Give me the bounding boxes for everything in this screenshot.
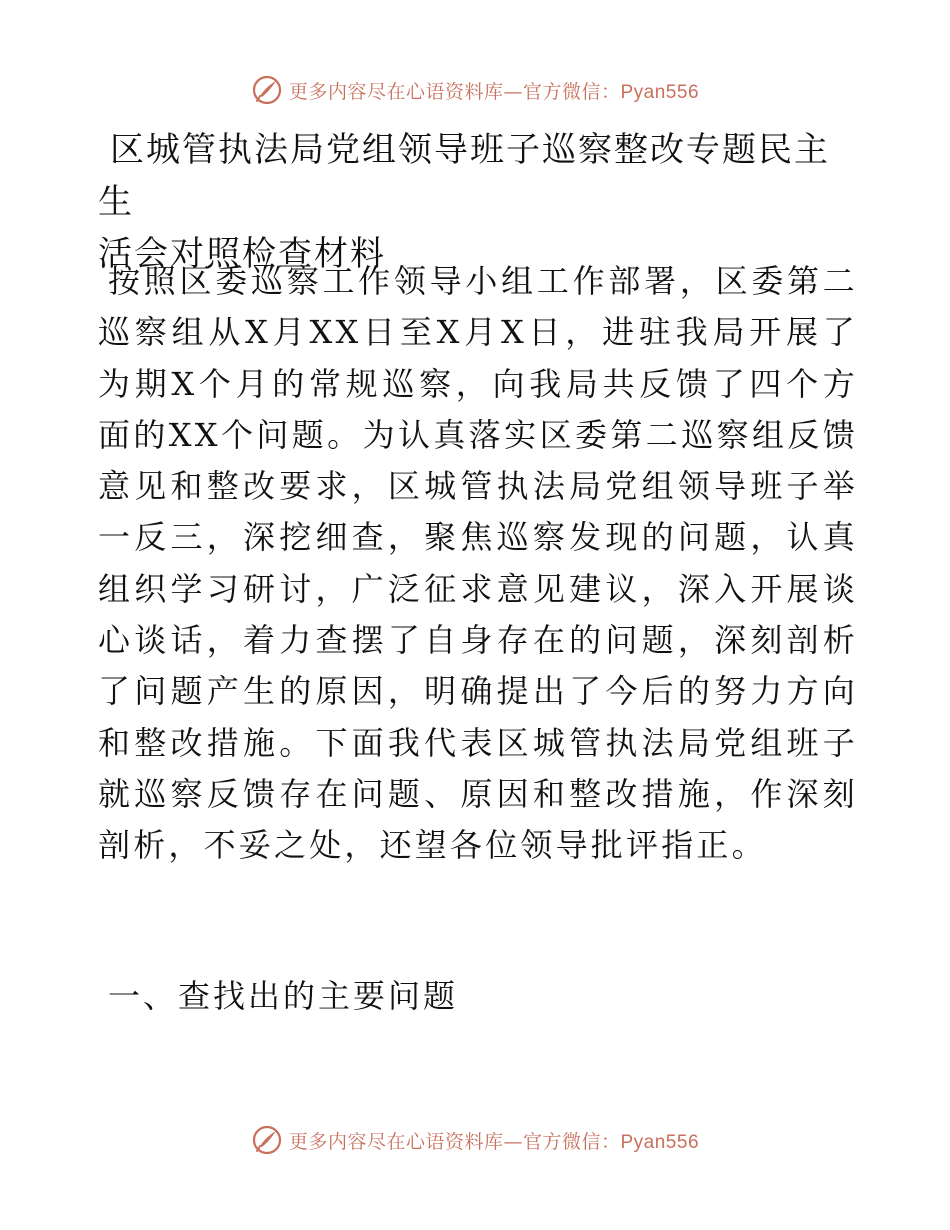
body-paragraph-text: 按照区委巡察工作领导小组工作部署，区委第二巡察组从X月XX日至X月X日，进驻我局开展了为期X个月的常规巡察，向我局共反馈了四个方面的XX个问题。为认真落实区委第二巡察组反馈意见和整改要求，区城管执法局党组领导班子举一反三，深挖细查，聚焦巡察发现的问题，认真组织学习研讨，广泛征求意见建议，深入开展谈心谈话，着力查摆了自身存在的问题，深刻剖析了问题产生的原因，明确提出了今后的努力方向和整改措施。下面我代表区城管执法局党组班子就巡察反馈存在问题、原因和整改措施，作深刻剖析，不妥之处，还望各位领导批评指正。 [98,262,858,865]
footer-watermark [0,1120,950,1160]
body-paragraph [98,256,858,872]
watermark-text: 更多内容尽在心语资料库—官方微信：Pyan556 [288,1130,700,1153]
quill-pen-logo-icon [251,74,283,106]
header-watermark [0,70,950,110]
title-line-2: 活会对照检查材料 [98,234,386,274]
watermark-handle: Pyan556 [620,1131,700,1153]
watermark-handle: Pyan556 [620,81,700,103]
quill-pen-logo-icon [251,1124,283,1156]
title-line-1: 区城管执法局党组领导班子巡察整改专题民主生 [98,130,830,222]
section-heading: 一、查找出的主要问题 [108,977,459,1015]
watermark-text: 更多内容尽在心语资料库—官方微信：Pyan556 [288,80,700,103]
